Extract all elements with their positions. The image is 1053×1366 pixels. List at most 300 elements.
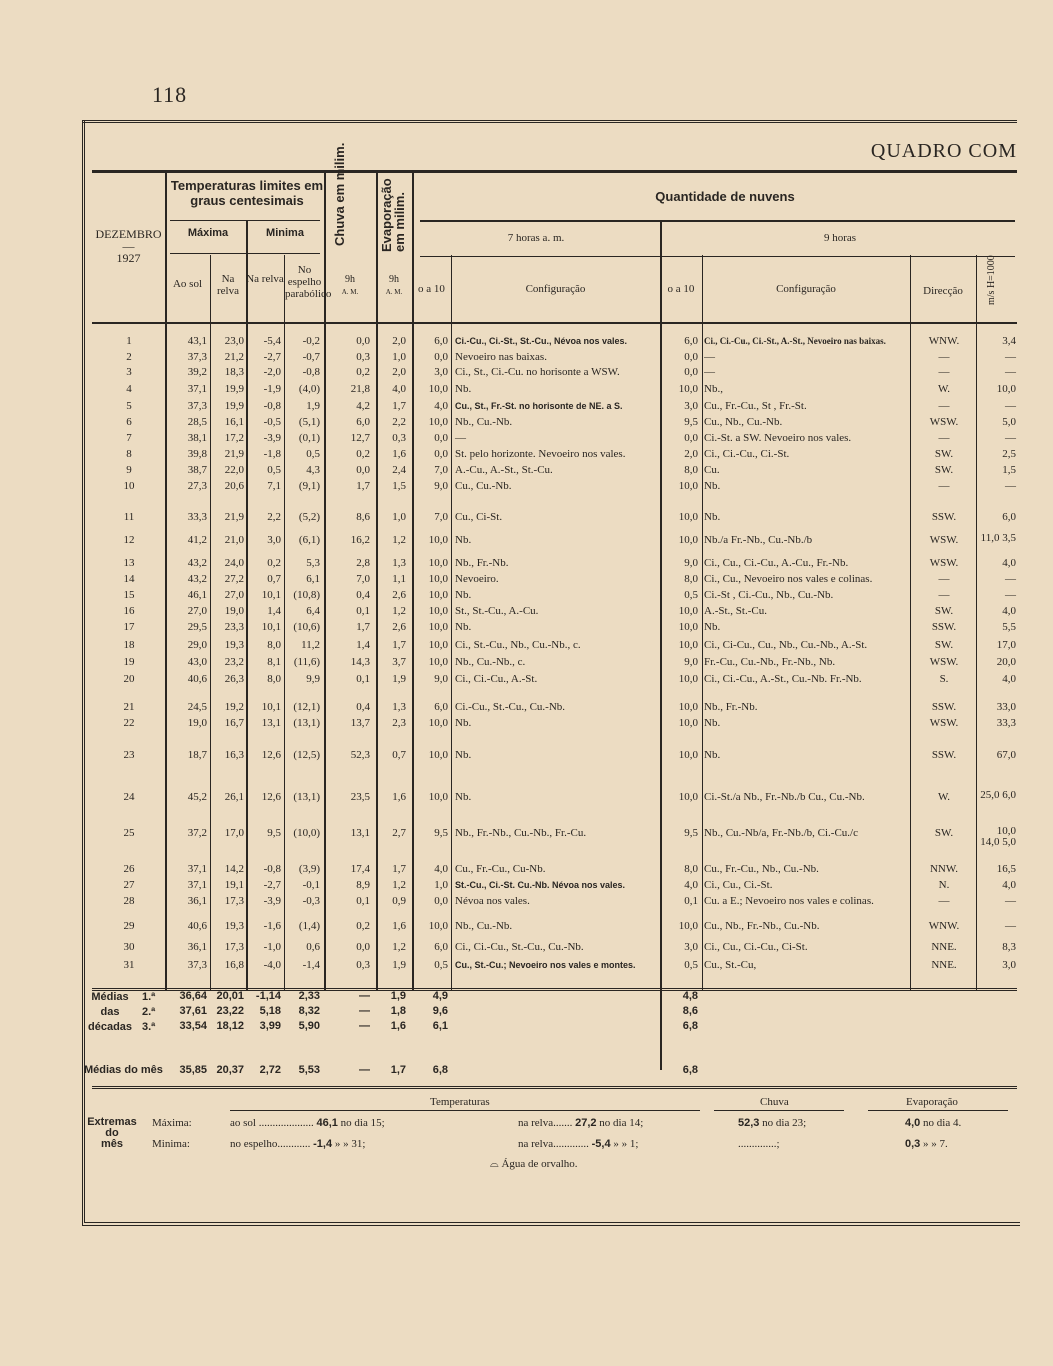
cell-day: 23 (123, 749, 135, 761)
cell-min-relva: -1,8 (263, 448, 281, 460)
cell-chuva: 17,4 (350, 863, 370, 875)
cell-espelho: (11,6) (293, 656, 320, 668)
cell-cfg9: Ci., Cu., Ci.-Cu., Ci-St. (704, 941, 808, 953)
cell-evap: 4,0 (392, 383, 406, 395)
cell-relva: 19,3 (224, 639, 244, 651)
cell-chuva: 2,8 (356, 557, 370, 569)
cell-n7: 10,0 (428, 605, 448, 617)
cell-cfg7: St., St.-Cu., A.-Cu. (455, 605, 539, 617)
cell-cfg7: Névoa nos vales. (455, 895, 530, 907)
cell-dir: — (938, 432, 950, 444)
cell-dir: SW. (934, 464, 954, 476)
cell-cfg9: Ci.-St. a SW. Nevoeiro nos vales. (704, 432, 852, 444)
cell-chuva: 16,2 (350, 534, 370, 546)
cell-vel: — (1005, 400, 1016, 412)
avg-min: -1,14 (255, 990, 281, 1002)
cell-day: 14 (123, 573, 135, 585)
cell-day: 11 (123, 511, 135, 523)
cell-evap: 1,6 (392, 791, 406, 803)
cell-vel: 11,0 3,5 (980, 532, 1016, 544)
medias-mes-label: Médias do mês (84, 1064, 163, 1076)
table-row (92, 672, 1017, 686)
dew-icon: ⌓ (490, 1158, 499, 1170)
cell-relva: 19,0 (224, 605, 244, 617)
table-row (92, 894, 1017, 908)
cell-day: 20 (123, 673, 135, 685)
cell-dir: SW. (934, 639, 954, 651)
table-row (92, 940, 1017, 954)
direccao-header: Direcção (923, 285, 963, 297)
cell-cfg7: Nevoeiro. (455, 573, 499, 585)
cell-relva: 14,2 (224, 863, 244, 875)
cell-n9: 4,0 (684, 879, 698, 891)
cell-dir: SSW. (931, 621, 957, 633)
table-row (92, 790, 1017, 804)
cell-relva: 16,3 (224, 749, 244, 761)
cell-n7: 7,0 (434, 511, 448, 523)
cell-vel: 6,0 (1002, 511, 1016, 523)
cell-sol: 27,3 (187, 480, 207, 492)
cell-day: 30 (123, 941, 135, 953)
table-row (92, 556, 1017, 570)
cell-relva: 23,0 (224, 335, 244, 347)
cell-relva: 19,1 (224, 879, 244, 891)
cell-dir: NNE. (931, 941, 957, 953)
cell-n9: 0,0 (684, 366, 698, 378)
cell-vel: — (1005, 351, 1016, 363)
cell-dir: NNE. (931, 959, 957, 971)
cell-relva: 16,8 (224, 959, 244, 971)
cell-dir: — (938, 400, 950, 412)
ao-sol-header: Ao sol (172, 278, 203, 290)
cell-n9: 9,0 (684, 557, 698, 569)
cell-evap: 0,3 (392, 432, 406, 444)
rule (92, 322, 1017, 324)
avg-evap: 1,6 (390, 1020, 406, 1032)
cell-evap: 1,2 (392, 941, 406, 953)
cell-n9: 6,0 (684, 335, 698, 347)
cell-day: 10 (123, 480, 135, 492)
avg-n9: 6,8 (682, 1020, 698, 1032)
cell-sol: 46,1 (187, 589, 207, 601)
cell-espelho: (1,4) (298, 920, 320, 932)
nuvens-title: Quantidade de nuvens (655, 189, 795, 204)
cell-sol: 43,1 (187, 335, 207, 347)
avg-n9: 4,8 (682, 990, 698, 1002)
cell-dir: SSW. (931, 749, 957, 761)
cell-n9: 8,0 (684, 863, 698, 875)
cell-cfg9: Ci., Ci.-Cu., A.-St., Cu.-Nb. Fr.-Nb. (704, 673, 862, 685)
cell-relva: 26,3 (224, 673, 244, 685)
cell-sol: 28,5 (187, 416, 207, 428)
cell-cfg9: Cu., Nb., Fr.-Nb., Cu.-Nb. (704, 920, 820, 932)
cell-cfg7: Nb. (455, 717, 472, 729)
cell-cfg7: Cu., Cu.-Nb. (455, 480, 512, 492)
cell-dir: SSW. (931, 701, 957, 713)
table-row (92, 825, 1017, 848)
cell-n9: 2,0 (684, 448, 698, 460)
cell-sol: 33,3 (187, 511, 207, 523)
cell-cfg9: Ci., Cu., Ci.-Cu., A.-Cu., Fr.-Nb. (704, 557, 849, 569)
cell-chuva: 0,3 (356, 351, 370, 363)
cell-cfg9: Nb., Fr.-Nb. (704, 701, 758, 713)
cell-relva: 18,3 (224, 366, 244, 378)
cell-espelho: (0,1) (298, 432, 320, 444)
avg-n7: 6,8 (432, 1064, 448, 1076)
cell-chuva: 0,0 (356, 464, 370, 476)
cell-sol: 43,2 (187, 573, 207, 585)
table-row (92, 415, 1017, 429)
cell-sol: 41,2 (187, 534, 207, 546)
cell-cfg7: Nb. (455, 383, 472, 395)
avg-evap: 1,8 (390, 1005, 406, 1017)
cfg7-header: Configuração (525, 283, 586, 295)
cell-chuva: 0,1 (356, 673, 370, 685)
cell-min-relva: 12,6 (261, 791, 281, 803)
cell-min-relva: 13,1 (261, 717, 281, 729)
cell-cfg7: Ci., St.-Cu., Nb., Cu.-Nb., c. (455, 639, 581, 651)
cell-vel: 10,0 (996, 383, 1016, 395)
cell-chuva: 0,2 (356, 366, 370, 378)
cell-n7: 6,0 (434, 335, 448, 347)
cell-evap: 2,0 (392, 335, 406, 347)
cell-day: 8 (126, 448, 132, 460)
cell-sol: 37,1 (187, 863, 207, 875)
cell-min-relva: -1,6 (263, 920, 281, 932)
table-row (92, 716, 1017, 730)
cell-vel: — (1005, 432, 1016, 444)
cell-chuva: 0,0 (356, 941, 370, 953)
table-row (92, 365, 1017, 379)
cell-evap: 2,0 (392, 366, 406, 378)
cell-sol: 37,1 (187, 879, 207, 891)
min-relva-header: Na relva (246, 273, 284, 285)
cell-relva: 21,9 (224, 448, 244, 460)
cell-n9: 9,5 (684, 827, 698, 839)
cell-evap: 1,7 (392, 639, 406, 651)
cell-relva: 17,3 (224, 895, 244, 907)
cell-cfg7: Nb. (455, 621, 472, 633)
table-row (92, 533, 1017, 547)
quadro-title: QUADRO COM (870, 140, 1017, 162)
ext-relva-max: na relva....... 27,2 no dia 14; (518, 1117, 644, 1129)
cell-n9: 10,0 (678, 717, 698, 729)
cell-cfg7: Nb., Cu.-Nb., c. (455, 656, 526, 668)
cell-min-relva: 10,1 (261, 589, 281, 601)
cell-cfg7: Nb., Fr.-Nb., Cu.-Nb., Fr.-Cu. (455, 827, 587, 839)
cell-day: 24 (123, 791, 135, 803)
cell-day: 26 (123, 863, 135, 875)
cell-evap: 1,2 (392, 534, 406, 546)
avg-min: 5,18 (259, 1005, 281, 1017)
cell-chuva: 13,7 (350, 717, 370, 729)
table-row (92, 382, 1017, 396)
decada-labels: 1.ª 2.ª 3.ª (142, 991, 156, 1033)
cell-vel: 1,5 (1002, 464, 1016, 476)
cell-relva: 21,9 (224, 511, 244, 523)
cell-n9: 3,0 (684, 400, 698, 412)
cell-n9: 10,0 (678, 920, 698, 932)
cell-espelho: -0,7 (302, 351, 320, 363)
ext-maxima-label: Máxima: (152, 1117, 192, 1129)
cell-cfg7: Cu., St.-Cu.; Nevoeiro nos vales e montes. (455, 960, 636, 970)
cell-n9: 0,5 (684, 589, 698, 601)
cell-day: 3 (126, 366, 132, 378)
cell-n7: 9,0 (434, 480, 448, 492)
cell-dir: — (938, 895, 950, 907)
avg-esp: 8,32 (298, 1005, 320, 1017)
avg-chuva: — (359, 1020, 370, 1032)
cell-vel: 16,5 (996, 863, 1016, 875)
cell-min-relva: 2,2 (267, 511, 281, 523)
cell-min-relva: -0,5 (263, 416, 281, 428)
cell-n7: 10,0 (428, 656, 448, 668)
table-row (92, 748, 1017, 762)
cell-sol: 45,2 (187, 791, 207, 803)
cell-n9: 0,0 (684, 351, 698, 363)
cell-n9: 10,0 (678, 749, 698, 761)
cell-cfg7: Ci.-Cu., St.-Cu., Cu.-Nb. (455, 701, 566, 713)
cell-n9: 0,1 (684, 895, 698, 907)
avg-relva: 20,01 (216, 990, 244, 1002)
cell-n9: 10,0 (678, 511, 698, 523)
cell-day: 5 (126, 400, 132, 412)
cell-vel: 20,0 (996, 656, 1016, 668)
cell-relva: 23,2 (224, 656, 244, 668)
cell-vel: 33,3 (996, 717, 1016, 729)
cell-n7: 9,0 (434, 673, 448, 685)
cell-chuva: 1,7 (356, 480, 370, 492)
cell-cfg9: Nb. (704, 621, 721, 633)
table-row (92, 572, 1017, 586)
cell-n9: 8,0 (684, 573, 698, 585)
table-row (92, 655, 1017, 669)
avg-relva: 18,12 (216, 1020, 244, 1032)
cell-chuva: 14,3 (350, 656, 370, 668)
cell-sol: 37,1 (187, 383, 207, 395)
cell-cfg9: Ci.-St./a Nb., Fr.-Nb./b Cu., Cu.-Nb. (704, 791, 865, 803)
cell-sol: 43,0 (187, 656, 207, 668)
cell-cfg9: Ci., Ci.-Cu., Ci.-St. (704, 448, 790, 460)
cell-n7: 4,0 (434, 400, 448, 412)
cell-vel: — (1005, 573, 1016, 585)
orvalho-note: ⌓ Água de orvalho. (490, 1158, 578, 1170)
cell-espelho: -0,3 (302, 895, 320, 907)
cell-day: 19 (123, 656, 135, 668)
ext-chuva-header: Chuva (760, 1096, 789, 1108)
cell-cfg7: Cu., St., Fr.-St. no horisonte de NE. a S. (455, 401, 623, 411)
cell-evap: 2,3 (392, 717, 406, 729)
cell-sol: 37,2 (187, 827, 207, 839)
cell-relva: 19,9 (224, 400, 244, 412)
avg-chuva: — (359, 1005, 370, 1017)
cell-min-relva: 8,0 (267, 639, 281, 651)
cell-espelho: -0,8 (302, 366, 320, 378)
table-row (92, 638, 1017, 652)
cell-n9: 10,0 (678, 791, 698, 803)
vel-header: m/s H=1000 (986, 255, 997, 305)
cell-vel: 8,3 (1002, 941, 1016, 953)
cell-min-relva: -3,9 (263, 432, 281, 444)
chuva-header: Chuva em milim. (332, 142, 347, 246)
medias-label: Médias das décadas (88, 991, 133, 1033)
cell-n7: 10,0 (428, 791, 448, 803)
cell-day: 4 (126, 383, 132, 395)
cell-relva: 17,0 (224, 827, 244, 839)
cell-sol: 39,8 (187, 448, 207, 460)
avg-n7: 9,6 (432, 1005, 448, 1017)
cell-chuva: 52,3 (350, 749, 370, 761)
cell-relva: 16,1 (224, 416, 244, 428)
table-row (92, 919, 1017, 933)
cell-espelho: 0,6 (306, 941, 320, 953)
cfg9-header: Configuração (776, 283, 836, 295)
cell-sol: 29,5 (187, 621, 207, 633)
avg-sol: 37,61 (179, 1005, 207, 1017)
cell-n7: 6,0 (434, 941, 448, 953)
cell-day: 21 (123, 701, 135, 713)
cell-n9: 9,0 (684, 656, 698, 668)
cell-min-relva: 1,4 (267, 605, 281, 617)
cell-chuva: 0,4 (356, 701, 370, 713)
cell-vel: 3,4 (1002, 335, 1016, 347)
avg-esp: 5,90 (298, 1020, 320, 1032)
cell-dir: SW. (934, 827, 954, 839)
cell-cfg9: Ci., Ci-Cu., Cu., Nb., Cu.-Nb., A.-St. (704, 639, 868, 651)
cell-chuva: 6,0 (356, 416, 370, 428)
cell-dir: — (938, 366, 950, 378)
cell-day: 25 (123, 827, 135, 839)
cell-min-relva: -2,7 (263, 351, 281, 363)
table-row (92, 862, 1017, 876)
cell-chuva: 8,9 (356, 879, 370, 891)
avg-esp: 2,33 (298, 990, 320, 1002)
cell-relva: 19,9 (224, 383, 244, 395)
cell-relva: 19,3 (224, 920, 244, 932)
cell-n7: 10,0 (428, 639, 448, 651)
cell-min-relva: 3,0 (267, 534, 281, 546)
cell-espelho: 4,3 (306, 464, 320, 476)
cell-sol: 40,6 (187, 920, 207, 932)
cell-cfg9: Nb. (704, 749, 721, 761)
cell-espelho: (5,2) (298, 511, 320, 523)
cell-espelho: 9,9 (306, 673, 320, 685)
table-row (92, 431, 1017, 445)
ext-ao-sol: ao sol .................... 46,1 no dia 15; (230, 1117, 385, 1129)
cell-chuva: 8,6 (356, 511, 370, 523)
cell-n7: 0,5 (434, 959, 448, 971)
ext-chuva: 52,3 no dia 23; (738, 1117, 807, 1129)
cell-evap: 1,3 (392, 557, 406, 569)
cell-cfg7: A.-Cu., A.-St., St.-Cu. (455, 464, 553, 476)
cell-chuva: 23,5 (350, 791, 370, 803)
cell-chuva: 0,3 (356, 959, 370, 971)
cell-sol: 29,0 (187, 639, 207, 651)
cell-n7: 10,0 (428, 621, 448, 633)
cell-cfg9: Fr.-Cu., Cu.-Nb., Fr.-Nb., Nb. (704, 656, 836, 668)
cell-dir: WSW. (929, 416, 959, 428)
cell-n9: 10,0 (678, 621, 698, 633)
cell-cfg7: Ci., Ci.-Cu., A.-St. (455, 673, 538, 685)
cell-dir: WSW. (929, 717, 959, 729)
cell-espelho: (3,9) (298, 863, 320, 875)
cell-cfg7: Nb., Fr.-Nb. (455, 557, 509, 569)
header-rule (92, 170, 1017, 173)
cell-cfg9: Cu., Fr.-Cu., Nb., Cu.-Nb. (704, 863, 819, 875)
cell-cfg7: Nb., Cu.-Nb. (455, 416, 513, 428)
cell-dir: — (938, 351, 950, 363)
cell-dir: WSW. (929, 656, 959, 668)
cell-min-relva: 0,7 (267, 573, 281, 585)
avg-chuva: — (359, 990, 370, 1002)
cell-day: 2 (126, 351, 132, 363)
cell-chuva: 21,8 (350, 383, 370, 395)
avg-min: 2,72 (259, 1064, 281, 1076)
cell-dir: N. (938, 879, 950, 891)
cell-min-relva: 8,1 (267, 656, 281, 668)
cell-relva: 24,0 (224, 557, 244, 569)
cell-cfg9: Nb./a Fr.-Nb., Cu.-Nb./b (704, 534, 813, 546)
table-row (92, 447, 1017, 461)
cell-espelho: (13,1) (293, 791, 320, 803)
cell-espelho: 1,9 (306, 400, 320, 412)
cell-cfg7: Ci., St., Ci.-Cu. no horisonte a WSW. (455, 366, 620, 378)
cell-day: 27 (123, 879, 135, 891)
cell-relva: 20,6 (224, 480, 244, 492)
cell-cfg7: Nb. (455, 589, 472, 601)
ext-evap-header: Evaporação (906, 1096, 958, 1108)
cell-relva: 26,1 (224, 791, 244, 803)
cell-n9: 10,0 (678, 673, 698, 685)
cell-cfg9: Nb. (704, 511, 721, 523)
month-header: DEZEMBRO — 1927 (95, 227, 162, 265)
cell-cfg7: Cu., Ci-St. (455, 511, 503, 523)
cell-day: 29 (123, 920, 135, 932)
cell-cfg7: Nb. (455, 749, 472, 761)
cell-chuva: 1,7 (356, 621, 370, 633)
cell-evap: 1,0 (392, 351, 406, 363)
cell-min-relva: -1,0 (263, 941, 281, 953)
cell-min-relva: 9,5 (267, 827, 281, 839)
cell-cfg9: Nb., Cu.-Nb/a, Fr.-Nb./b, Ci.-Cu./c (704, 827, 858, 839)
cell-cfg9: Cu., St.-Cu, (704, 959, 757, 971)
cell-evap: 2,4 (392, 464, 406, 476)
cell-day: 17 (123, 621, 135, 633)
cell-cfg9: Ci., Cu., Ci.-St. (704, 879, 773, 891)
maxima-header: Máxima (187, 227, 229, 239)
cell-n7: 10,0 (428, 416, 448, 428)
cell-evap: 1,2 (392, 605, 406, 617)
table-row (92, 399, 1017, 413)
cell-relva: 19,2 (224, 701, 244, 713)
cell-cfg7: — (455, 432, 466, 444)
cell-dir: NNW. (929, 863, 958, 875)
cell-cfg7: St. pelo horizonte. Nevoeiro nos vales. (455, 448, 626, 460)
rule (92, 1086, 1017, 1089)
cell-espelho: (12,5) (293, 749, 320, 761)
cell-evap: 1,9 (392, 959, 406, 971)
cell-n7: 0,0 (434, 432, 448, 444)
cell-n7: 1,0 (434, 879, 448, 891)
cell-chuva: 0,4 (356, 589, 370, 601)
rule (170, 253, 320, 254)
table-row (92, 334, 1017, 348)
avg-evap: 1,7 (390, 1064, 406, 1076)
h7-header: 7 horas a. m. (507, 232, 565, 244)
cell-day: 18 (123, 639, 135, 651)
cell-relva: 17,2 (224, 432, 244, 444)
cell-dir: S. (939, 673, 949, 685)
